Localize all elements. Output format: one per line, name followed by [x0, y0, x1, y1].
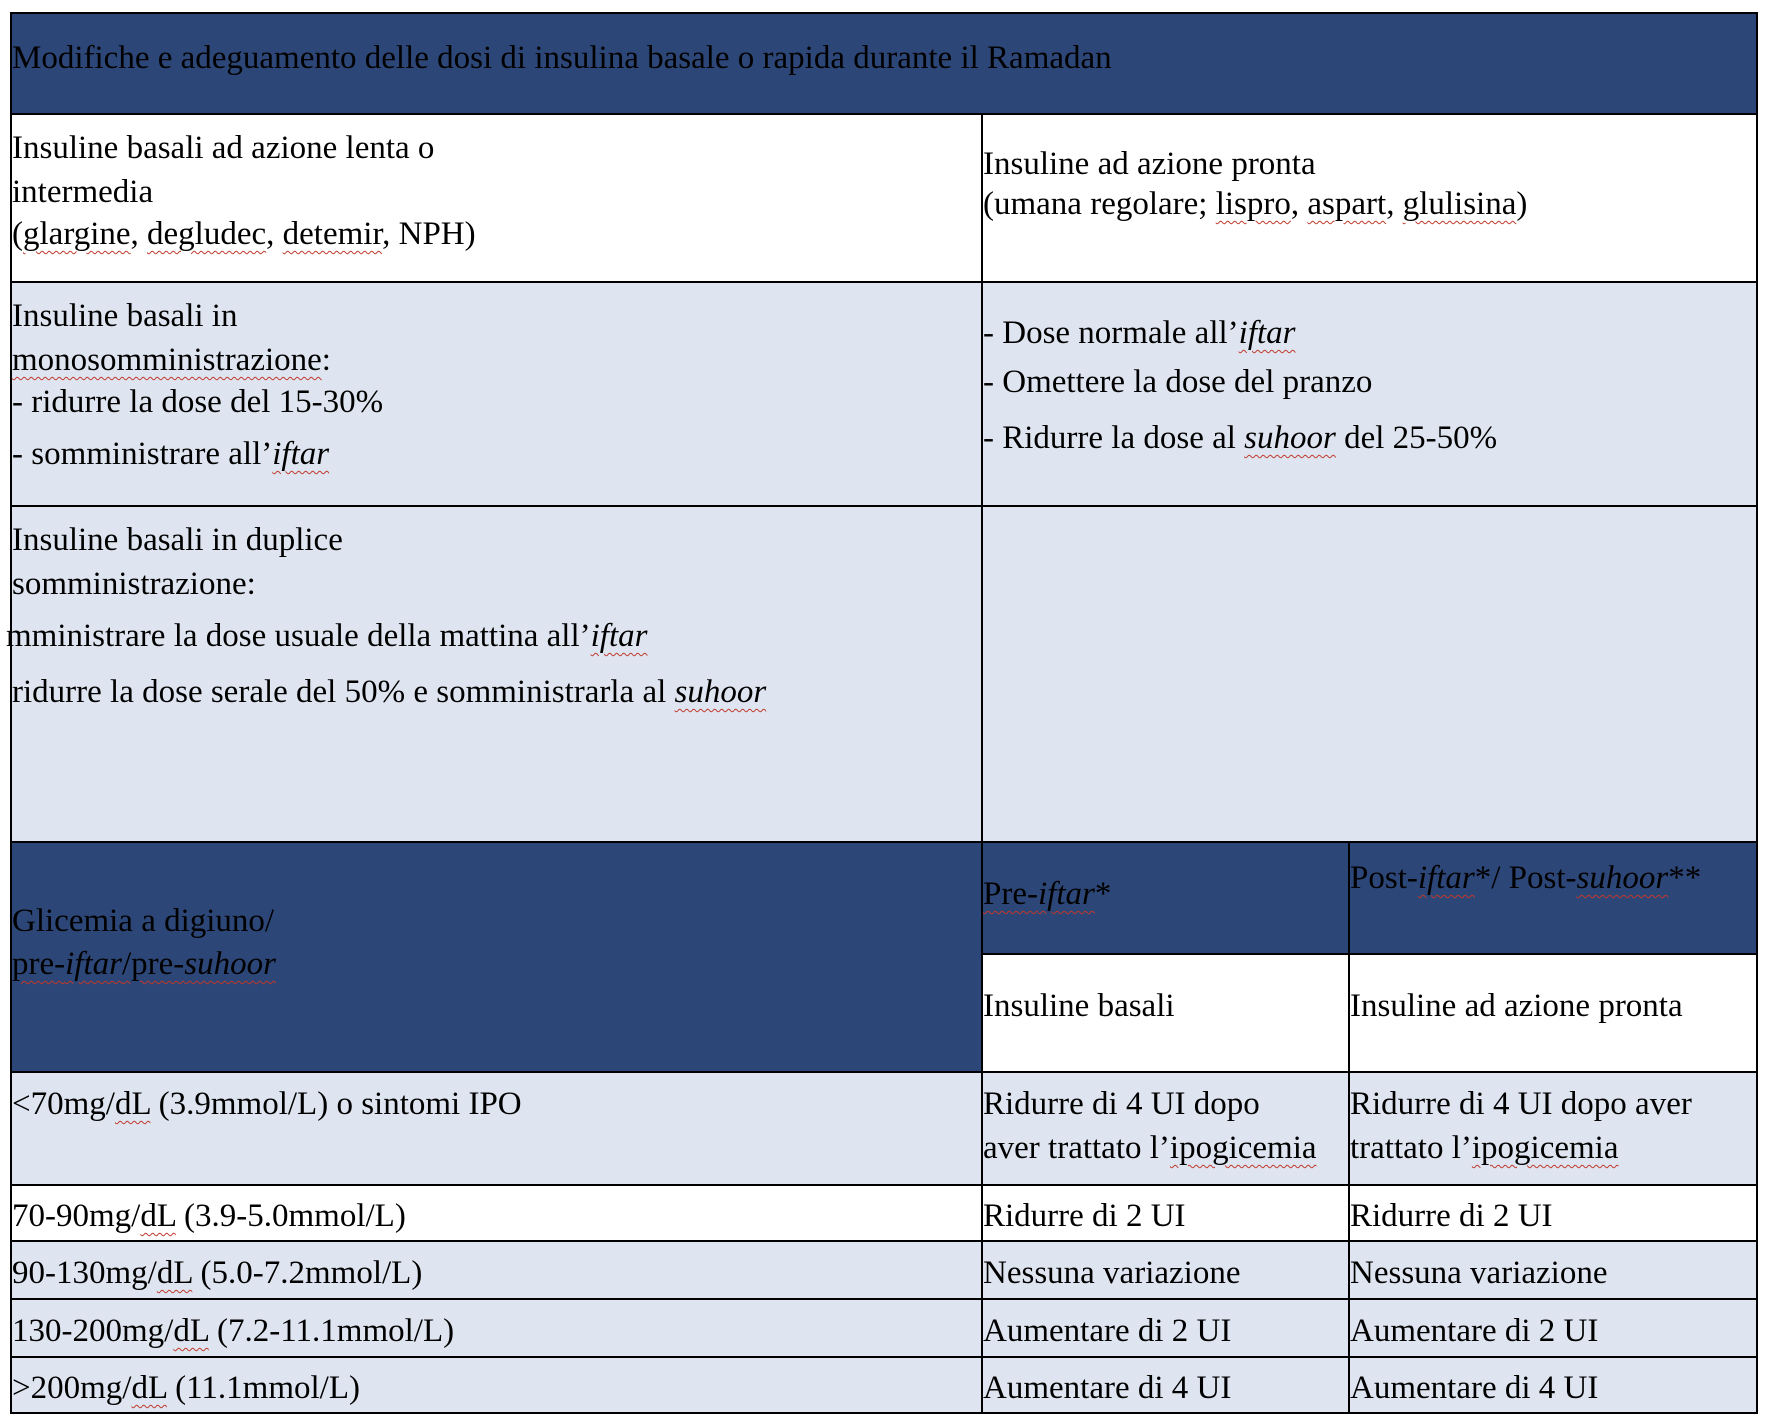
- dual-left-line2: somministrazione:: [12, 566, 256, 602]
- row-ipo-range: [12, 1082, 522, 1126]
- hline-1299: [12, 1298, 1756, 1300]
- bullet-text: - Ridurre la dose al: [983, 420, 1245, 456]
- row-70-90-basal: Ridurre di 2 UI: [983, 1198, 1186, 1234]
- unit-dl: dL: [173, 1313, 209, 1349]
- range-text: (3.9mmol/L) o sintomi IPO: [150, 1086, 522, 1122]
- paren-open: (: [12, 216, 23, 252]
- range-text: (3.9-5.0mmol/L): [175, 1198, 406, 1234]
- row-200-range: [12, 1366, 360, 1410]
- col-pre-iftar-header: [983, 872, 1111, 916]
- range-text: 130-200mg/: [12, 1313, 174, 1349]
- post-word: Post-: [1350, 860, 1418, 896]
- iftar-term: iftar: [1037, 876, 1095, 912]
- sep: ,: [130, 216, 148, 252]
- drug-detemir: detemir: [282, 216, 383, 252]
- border-top: [12, 12, 1756, 14]
- hline-1185: [12, 1184, 1756, 1186]
- border-right: [1756, 12, 1758, 1414]
- bullet-text: ridurre la dose serale del 50% e somministrarla al: [12, 674, 675, 710]
- unit-dl: dL: [114, 1086, 151, 1122]
- row-130-200-range: [12, 1309, 454, 1353]
- action-text: trattato l’: [1350, 1130, 1472, 1166]
- iftar-term: iftar: [1238, 315, 1296, 351]
- row-90-130-rapid: Nessuna variazione: [1350, 1255, 1608, 1291]
- header-right-line2: [983, 182, 1527, 226]
- iftar-term: iftar: [272, 436, 330, 472]
- row-ipo-basal-line2: [983, 1126, 1317, 1170]
- action-text: aver trattato l’: [983, 1130, 1170, 1166]
- drug-lispro: lispro: [1215, 186, 1291, 222]
- mono-left-bullet1: - ridurre la dose del 15-30%: [12, 384, 384, 420]
- suhoor-term: suhoor: [1244, 420, 1336, 456]
- iftar-term: iftar: [1417, 860, 1475, 896]
- row-70-90-range: [12, 1194, 406, 1238]
- hline-506: [12, 505, 1756, 507]
- header-left-line1: Insuline basali ad azione lenta o: [12, 130, 435, 166]
- header-left-line3: [12, 212, 476, 256]
- iftar-term: iftar: [590, 618, 648, 654]
- suhoor-term: suhoor: [1576, 860, 1669, 896]
- col-post-header: [1350, 856, 1701, 900]
- range-text: <70mg/: [12, 1086, 115, 1122]
- pre-word: pre-: [12, 946, 66, 982]
- row-70-90-rapid: Ridurre di 2 UI: [1350, 1198, 1553, 1234]
- bullet-text: mministrare la dose usuale della mattina all’: [6, 618, 591, 654]
- unit-dl: dL: [131, 1370, 167, 1406]
- asterisk: *: [1094, 876, 1112, 912]
- row-200-basal: Aumentare di 4 UI: [983, 1370, 1232, 1406]
- dual-left-bullet1: [6, 614, 648, 658]
- sep: ,: [1386, 186, 1403, 222]
- subheader-basal: Insuline basali: [983, 988, 1175, 1024]
- row-90-130-basal: Nessuna variazione: [983, 1255, 1241, 1291]
- range-text: (11.1mmol/L): [166, 1370, 360, 1406]
- slash-pre: /pre-: [122, 946, 185, 982]
- post-word: */ Post-: [1474, 860, 1577, 896]
- rapid-prefix: (umana regolare;: [983, 186, 1216, 222]
- mono-right-bullet3: [983, 416, 1497, 460]
- row-90-130-range: [12, 1251, 422, 1295]
- range-text: >200mg/: [12, 1370, 132, 1406]
- bullet-text: - somministrare all’: [12, 436, 273, 472]
- drug-glargine: glargine: [23, 216, 131, 252]
- bullet-text: del 25-50%: [1335, 420, 1498, 456]
- mono-colon: :: [321, 342, 331, 378]
- hline-1072: [12, 1071, 1756, 1073]
- hline-954: [982, 953, 1756, 955]
- hline-282: [12, 281, 1756, 283]
- subheader-rapid: Insuline ad azione pronta: [1350, 988, 1683, 1024]
- hline-1241: [12, 1240, 1756, 1242]
- drug-tail: , NPH): [382, 216, 476, 252]
- pre-word: Pre-: [983, 876, 1038, 912]
- row-ipo-basal-line1: Ridurre di 4 UI dopo: [983, 1086, 1260, 1122]
- hline-114: [12, 113, 1756, 115]
- mono-right-bullet2: - Omettere la dose del pranzo: [983, 364, 1373, 400]
- range-text: 70-90mg/: [12, 1198, 141, 1234]
- hline-842: [12, 841, 1756, 843]
- bullet-text: - Dose normale all’: [983, 315, 1239, 351]
- mono-left-line1: Insuline basali in: [12, 298, 238, 334]
- sep: ,: [1290, 186, 1308, 222]
- header-right-line1: Insuline ad azione pronta: [983, 146, 1316, 182]
- row-130-200-basal: Aumentare di 2 UI: [983, 1313, 1232, 1349]
- ipoglicemia-term: ipogicemia: [1169, 1130, 1317, 1166]
- paren-close: ): [1516, 186, 1528, 222]
- row-ipo-rapid-line1: Ridurre di 4 UI dopo aver: [1350, 1086, 1692, 1122]
- unit-dl: dL: [140, 1198, 176, 1234]
- row-130-200-rapid: Aumentare di 2 UI: [1350, 1313, 1599, 1349]
- ipoglicemia-term: ipogicemia: [1471, 1130, 1619, 1166]
- hline-1357: [12, 1356, 1756, 1358]
- row-ipo-rapid-line2: [1350, 1126, 1619, 1170]
- dual-left-bullet2: [12, 670, 766, 714]
- row-200-rapid: Aumentare di 4 UI: [1350, 1370, 1599, 1406]
- glycemia-header-line1: Glicemia a digiuno/: [12, 903, 275, 939]
- mono-left-line2: [12, 338, 331, 382]
- dual-left-line1: Insuline basali in duplice: [12, 522, 343, 558]
- sep: ,: [266, 216, 283, 252]
- table-title: Modifiche e adeguamento delle dosi di insulina basale o rapida durante il Ramadan: [12, 40, 1112, 76]
- iftar-term: iftar: [65, 946, 122, 982]
- drug-degludec: degludec: [147, 216, 267, 252]
- suhoor-term: suhoor: [184, 946, 276, 982]
- mono-left-bullet2: [12, 432, 329, 476]
- mono-word: monosomministrazione: [12, 342, 322, 378]
- range-text: 90-130mg/: [12, 1255, 157, 1291]
- border-bottom: [12, 1412, 1756, 1414]
- unit-dl: dL: [156, 1255, 193, 1291]
- mono-right-bullet1: [983, 311, 1296, 355]
- glycemia-header-line2: [12, 942, 276, 986]
- asterisk: **: [1668, 860, 1702, 896]
- range-text: (7.2-11.1mmol/L): [208, 1313, 455, 1349]
- header-left-line2: intermedia: [12, 174, 154, 210]
- range-text: (5.0-7.2mmol/L): [192, 1255, 423, 1291]
- drug-glulisina: glulisina: [1402, 186, 1517, 222]
- drug-aspart: aspart: [1307, 186, 1387, 222]
- suhoor-term: suhoor: [674, 674, 767, 710]
